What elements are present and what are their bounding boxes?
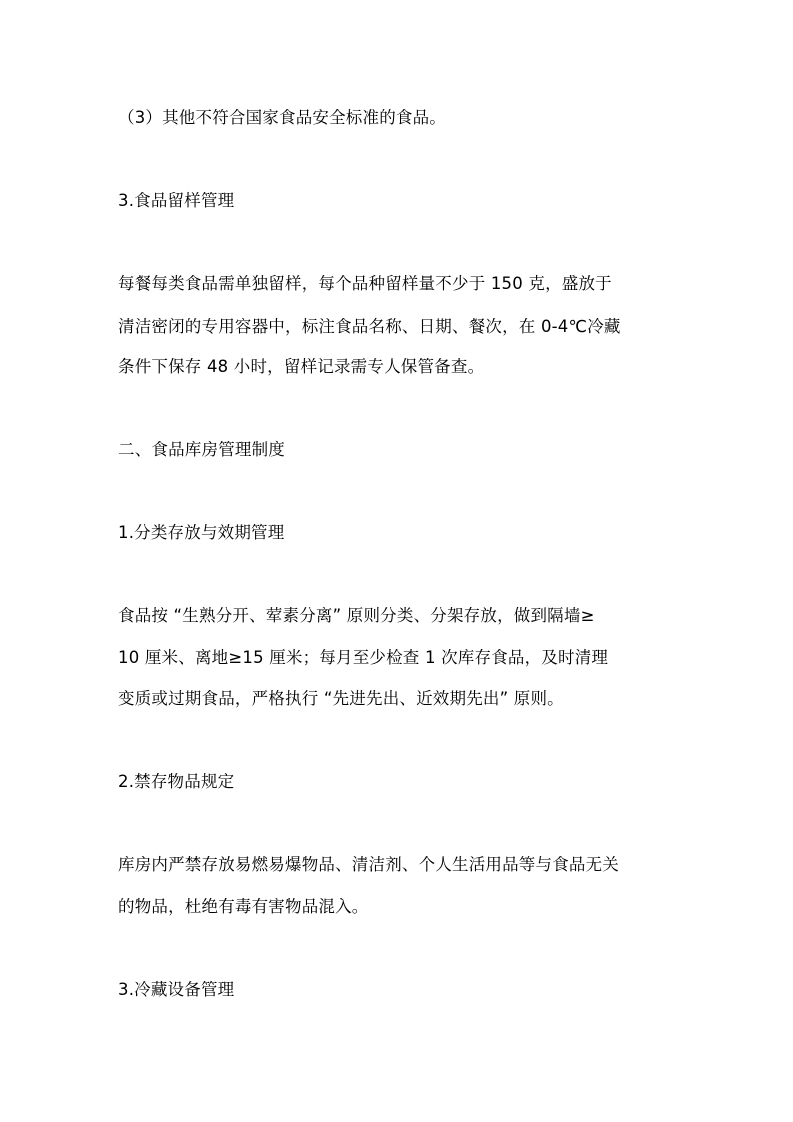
heading-food-sample-management: 3.食品留样管理 xyxy=(118,191,235,210)
heading-refrigeration-equipment: 3.冷藏设备管理 xyxy=(118,980,235,999)
section-heading-warehouse-management: 二、食品库房管理制度 xyxy=(118,440,285,459)
heading-storage-and-expiry: 1.分类存放与效期管理 xyxy=(118,523,285,542)
heading-prohibited-items: 2.禁存物品规定 xyxy=(118,772,235,791)
paragraph-line: 清洁密闭的专用容器中，标注食品名称、日期、餐次，在 0-4℃冷藏 xyxy=(118,317,621,336)
paragraph-line: 的物品，杜绝有毒有害物品混入。 xyxy=(118,897,369,916)
paragraph-line: 10 厘米、离地≥15 厘米；每月至少检查 1 次库存食品，及时清理 xyxy=(118,648,609,667)
paragraph-line: 每餐每类食品需单独留样，每个品种留样量不少于 150 克，盛放于 xyxy=(118,274,612,293)
paragraph-line: 条件下保存 48 小时，留样记录需专人保管备查。 xyxy=(118,357,485,376)
list-item-3-other-foods: （3）其他不符合国家食品安全标准的食品。 xyxy=(118,108,446,127)
paragraph-line: 库房内严禁存放易燃易爆物品、清洁剂、个人生活用品等与食品无关 xyxy=(118,855,619,874)
paragraph-line: 食品按 “生熟分开、荤素分离” 原则分类、分架存放，做到隔墙≥ xyxy=(118,606,595,625)
paragraph-line: 变质或过期食品，严格执行 “先进先出、近效期先出” 原则。 xyxy=(118,689,564,708)
